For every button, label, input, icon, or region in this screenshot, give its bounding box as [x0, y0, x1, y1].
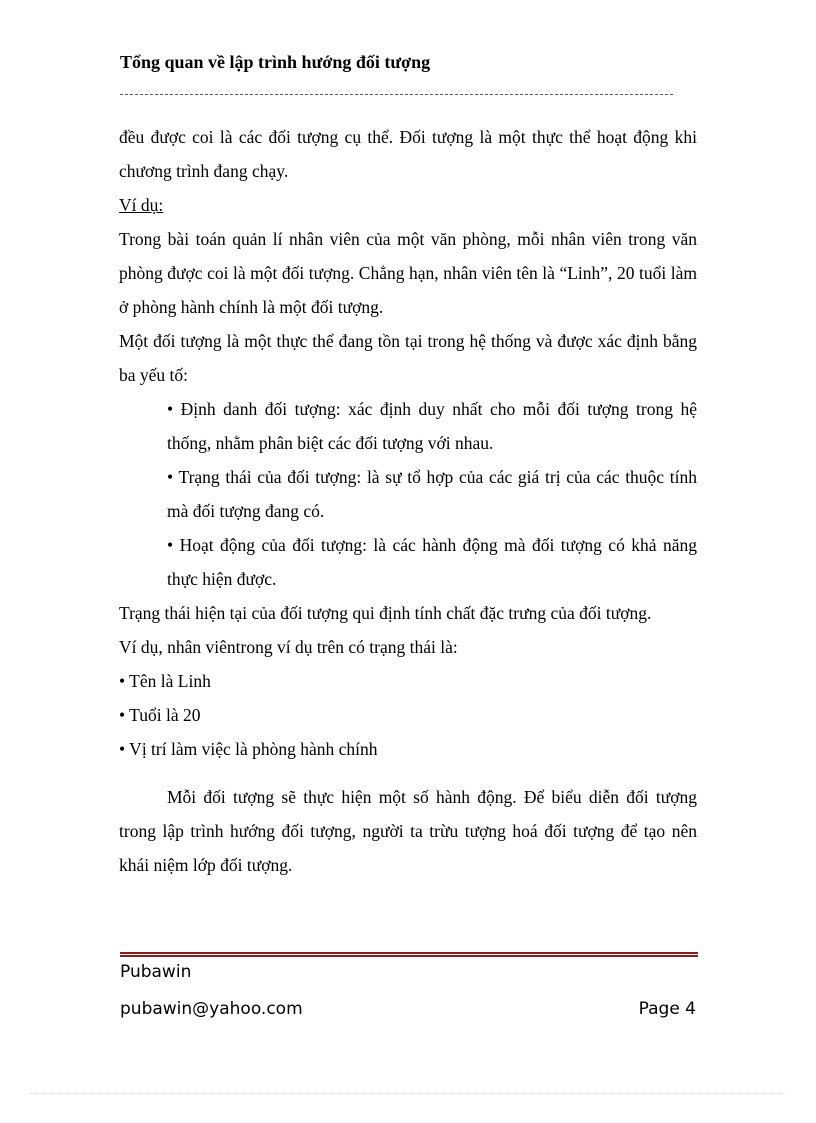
factor-item-behavior: • Hoạt động của đối tượng: là các hành động mà đối tượng có khả năng thực hiện được. [167, 535, 697, 589]
footer-author: Pubawin [120, 962, 192, 982]
paragraph-state-example: Ví dụ, nhân viêntrong ví dụ trên có trạng thái là: [119, 637, 458, 657]
paragraph-intro: đều được coi là các đối tượng cụ thể. Đối tượng là một thực thể hoạt động khi chương trình đang chạy. [119, 127, 697, 181]
factor-item-identity: • Định danh đối tượng: xác định duy nhất cho mỗi đối tượng trong hệ thống, nhằm phân biệt các đối tượng với nhau. [167, 399, 697, 453]
document-body [119, 120, 697, 882]
state-item-age: • Tuổi là 20 [119, 705, 201, 725]
footer-email: pubawin@yahoo.com [120, 999, 303, 1019]
example-label: Ví dụ: [119, 195, 164, 215]
factor-item-state: • Trạng thái của đối tượng: là sự tổ hợp của các giá trị của các thuộc tính mà đối tượng đang có. [167, 467, 697, 521]
page-edge-divider [30, 1093, 786, 1094]
state-item-name: • Tên là Linh [119, 671, 211, 691]
state-item-location: • Vị trí làm việc là phòng hành chính [119, 739, 378, 759]
paragraph-state: Trạng thái hiện tại của đối tượng qui định tính chất đặc trưng của đối tượng. [119, 603, 652, 623]
footer-divider [120, 952, 698, 957]
header-title: Tổng quan về lập trình hướng đối tượng [120, 52, 431, 72]
header-divider [120, 94, 673, 95]
paragraph-example: Trong bài toán quản lí nhân viên của một văn phòng, mỗi nhân viên trong văn phòng được coi là một đối tượng. Chẳng hạn, nhân viên tên là “Linh”, 20 tuổi làm ở phòng hành chính là một đối tượng. [119, 229, 697, 317]
paragraph-definition: Một đối tượng là một thực thể đang tồn tại trong hệ thống và được xác định bằng ba yếu tố: [119, 331, 697, 385]
page-number: Page 4 [638, 999, 696, 1019]
paragraph-conclusion: Mỗi đối tượng sẽ thực hiện một số hành động. Để biểu diễn đối tượng trong lập trình hướng đối tượng, người ta trừu tượng hoá đối tượng để tạo nên khái niệm lớp đối tượng. [119, 787, 697, 875]
